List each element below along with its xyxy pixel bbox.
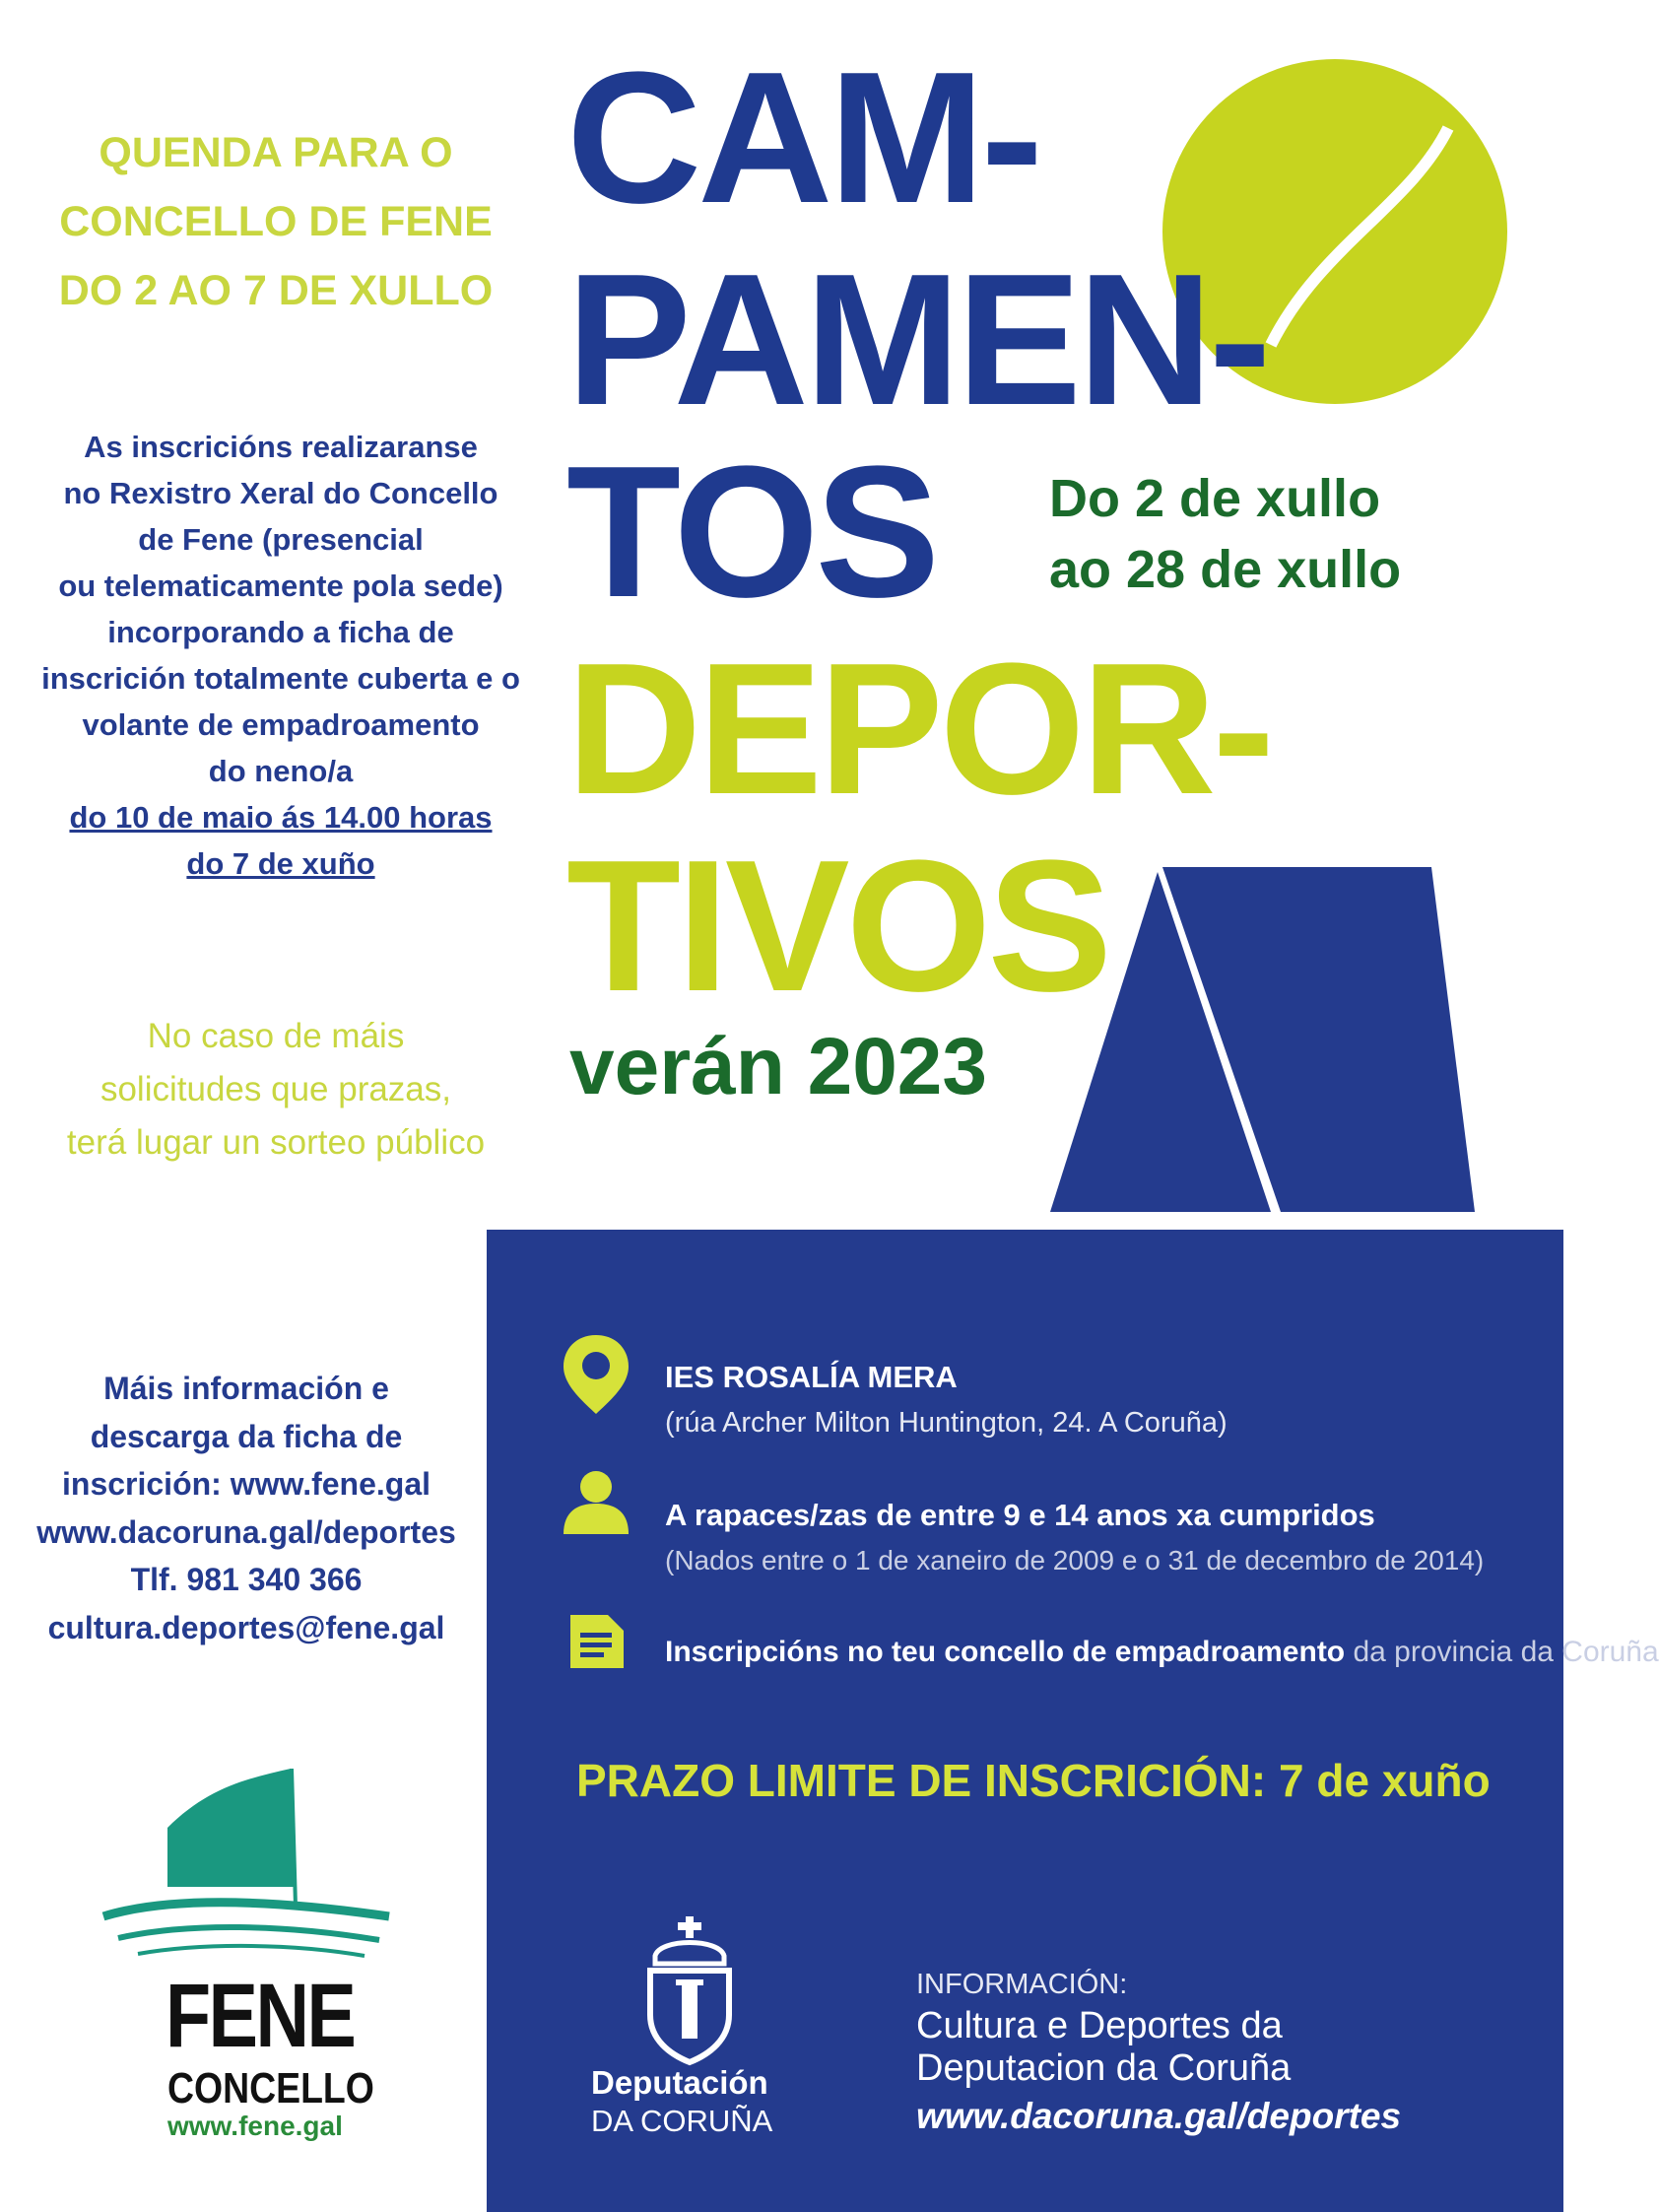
fene-logo-name: FENE	[166, 1966, 355, 2066]
deputacion-sub: DA CORUÑA	[591, 2104, 773, 2138]
quenda-line: CONCELLO DE FENE	[59, 198, 493, 245]
more-info	[10, 1365, 483, 1651]
fene-sail-icon	[99, 1769, 394, 1966]
registration-period	[10, 840, 552, 887]
more-info-line[interactable]: www.dacoruna.gal/deportes	[36, 1513, 456, 1550]
draw-line: solicitudes que prazas,	[100, 1070, 452, 1108]
title-line-5: TIVOS	[566, 822, 1109, 1031]
tent-icon	[1044, 862, 1478, 1217]
info-label: INFORMACIÓN:	[916, 1969, 1128, 2000]
age-range: A rapaces/zas de entre 9 e 14 anos xa cumpridos	[665, 1498, 1375, 1532]
title-line-4: DEPOR-	[566, 625, 1271, 834]
registration-line: volante de empadroamento	[82, 707, 480, 742]
fene-logo-url[interactable]: www.fene.gal	[167, 2111, 343, 2141]
camp-dates	[1049, 463, 1401, 605]
registration-line: de Fene (presencial	[138, 522, 424, 557]
registration-info	[10, 424, 552, 887]
more-info-line: Tlf. 981 340 366	[130, 1562, 363, 1597]
registration-line: do neno/a	[208, 754, 354, 788]
registration-line: inscrición totalmente cuberta e o	[41, 661, 520, 696]
quenda-heading	[30, 118, 522, 325]
registration-place-rest: da provincia da Coruña	[1345, 1636, 1659, 1668]
deputacion-crest-icon	[640, 1916, 739, 2064]
camp-dates-start: Do 2 de xullo	[1049, 469, 1381, 528]
document-icon	[566, 1611, 628, 1672]
registration-place-bold: Inscripcións no teu concello de empadroamento	[665, 1636, 1346, 1668]
registration-period	[10, 794, 552, 840]
registration-line: As inscricións realizaranse	[84, 430, 478, 464]
registration-line: no Rexistro Xeral do Concello	[63, 476, 498, 510]
registration-line: incorporando a ficha de	[107, 615, 454, 649]
title-line-1: CAM-	[566, 34, 1039, 242]
title-line-2: PAMEN-	[566, 235, 1268, 444]
registration-period-line: do 10 de maio ás 14.00 horas	[69, 800, 493, 835]
info-line-1: Cultura e Deportes da	[916, 2005, 1283, 2046]
location-pin-icon	[562, 1335, 630, 1414]
info-url[interactable]: www.dacoruna.gal/deportes	[916, 2096, 1402, 2136]
quenda-line: QUENDA PARA O	[99, 129, 453, 176]
venue-address: (rúa Archer Milton Huntington, 24. A Coruña)	[665, 1407, 1228, 1439]
fene-logo-sub: CONCELLO	[167, 2064, 374, 2112]
title-line-3: TOS	[566, 428, 937, 637]
quenda-line: DO 2 AO 7 DE XULLO	[58, 267, 494, 314]
more-info-line: Máis información e	[103, 1371, 389, 1406]
registration-line: ou telematicamente pola sede)	[58, 569, 503, 603]
draw-line: terá lugar un sorteo público	[66, 1123, 486, 1162]
more-info-line[interactable]: cultura.deportes@fene.gal	[47, 1609, 445, 1645]
registration-place	[665, 1636, 1659, 1669]
info-line-2: Deputacion da Coruña	[916, 2047, 1292, 2089]
registration-period-line: do 7 de xuño	[186, 846, 375, 881]
person-icon	[562, 1470, 630, 1534]
draw-line: No caso de máis	[147, 1017, 405, 1055]
deadline: PRAZO LIMITE DE INSCRICIÓN: 7 de xuño	[576, 1755, 1491, 1806]
draw-notice	[20, 1010, 532, 1170]
camp-dates-end: ao 28 de xullo	[1049, 540, 1402, 599]
birth-range: (Nados entre o 1 de xaneiro de 2009 e o 31 de decembro de 2014)	[665, 1545, 1485, 1575]
venue-name: IES ROSALÍA MERA	[665, 1360, 958, 1394]
deputacion-name: Deputación	[591, 2064, 768, 2101]
season-label: verán 2023	[569, 1022, 988, 1111]
more-info-line: descarga da ficha de	[90, 1418, 403, 1454]
more-info-line[interactable]: inscrición: www.fene.gal	[62, 1466, 431, 1502]
